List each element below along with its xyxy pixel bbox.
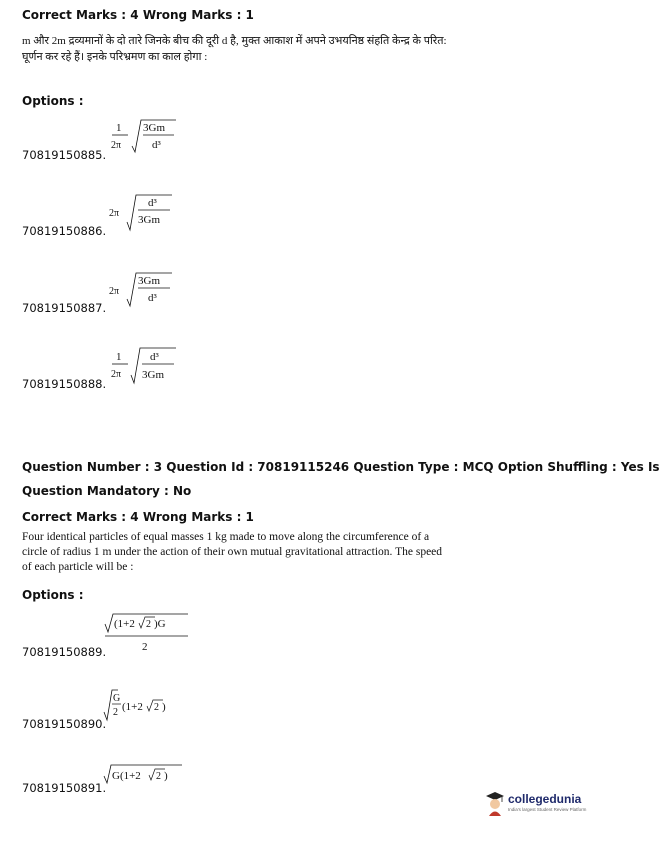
svg-text:2: 2 bbox=[146, 619, 151, 630]
svg-text:3Gm: 3Gm bbox=[138, 275, 160, 287]
logo-tagline: India's largest Student Review Platform bbox=[508, 807, 587, 812]
option-formula-890 bbox=[102, 688, 192, 737]
svg-text:3Gm: 3Gm bbox=[143, 122, 165, 134]
svg-text:2: 2 bbox=[113, 707, 118, 718]
option-formula-886 bbox=[106, 192, 186, 241]
option-id-891: 70819150891. bbox=[22, 781, 107, 795]
svg-text:2π: 2π bbox=[109, 286, 120, 297]
option-id-888: 70819150888. bbox=[22, 377, 107, 391]
svg-text:2π: 2π bbox=[109, 208, 120, 219]
svg-text:(1+2: (1+2 bbox=[122, 701, 143, 713]
svg-text:2: 2 bbox=[154, 702, 159, 713]
svg-text:G: G bbox=[113, 693, 121, 704]
q2-text-line1: m और 2m द्रव्यमानों के दो तारे जिनके बीच की दूरी d है, मुक्त आकाश में अपने उभयनिष्ठ संहति केन्द्र के परित: bbox=[22, 35, 447, 47]
svg-text:)G: )G bbox=[154, 618, 166, 630]
option-formula-887 bbox=[106, 271, 186, 320]
option-id-885: 70819150885. bbox=[22, 148, 107, 162]
q2-text-line2: घूर्णन कर रहे हैं। इनके परिभ्रमण का काल होगा : bbox=[22, 51, 208, 63]
option-id-889: 70819150889. bbox=[22, 645, 107, 659]
svg-text:2: 2 bbox=[156, 771, 161, 782]
svg-text:2π: 2π bbox=[111, 369, 122, 380]
svg-text:1: 1 bbox=[116, 122, 122, 134]
svg-text:3Gm: 3Gm bbox=[138, 214, 160, 226]
collegedunia-logo bbox=[484, 790, 587, 820]
q3-text-line1: Four identical particles of equal masses 1 kg made to move along the circumference of a bbox=[22, 531, 430, 543]
svg-text:3Gm: 3Gm bbox=[142, 369, 164, 381]
svg-text:1: 1 bbox=[116, 351, 122, 363]
q3-text-line3: of each particle will be : bbox=[22, 561, 134, 573]
option-formula-888 bbox=[106, 345, 186, 396]
option-formula-885 bbox=[106, 118, 186, 167]
q2-marks: Correct Marks : 4 Wrong Marks : 1 bbox=[22, 8, 254, 22]
logo-name: collegedunia bbox=[508, 792, 582, 806]
graduate-icon bbox=[484, 790, 506, 816]
svg-text:d³: d³ bbox=[148, 197, 157, 209]
q2-options-label: Options : bbox=[22, 94, 84, 108]
option-formula-891 bbox=[102, 763, 192, 798]
svg-text:d³: d³ bbox=[152, 139, 161, 151]
q3-text-line2: circle of radius 1 m under the action of their own mutual gravitational attraction. The speed bbox=[22, 546, 443, 558]
option-id-886: 70819150886. bbox=[22, 224, 107, 238]
svg-text:): ) bbox=[162, 701, 166, 713]
svg-text:2π: 2π bbox=[111, 140, 122, 151]
svg-text:): ) bbox=[164, 770, 168, 782]
option-id-887: 70819150887. bbox=[22, 301, 107, 315]
option-formula-889 bbox=[102, 612, 192, 663]
q3-marks: Correct Marks : 4 Wrong Marks : 1 bbox=[22, 510, 254, 524]
option-id-890: 70819150890. bbox=[22, 717, 107, 731]
q3-options-label: Options : bbox=[22, 588, 84, 602]
q3-header: Question Number : 3 Question Id : 70819115246 Question Type : MCQ Option Shuffling : Yes Is bbox=[22, 460, 660, 474]
q3-mandatory: Question Mandatory : No bbox=[22, 484, 192, 498]
svg-text:(1+2: (1+2 bbox=[114, 618, 135, 630]
svg-text:2: 2 bbox=[142, 641, 148, 653]
svg-text:G(1+2: G(1+2 bbox=[112, 770, 141, 782]
svg-text:d³: d³ bbox=[148, 292, 157, 304]
svg-text:d³: d³ bbox=[150, 351, 159, 363]
